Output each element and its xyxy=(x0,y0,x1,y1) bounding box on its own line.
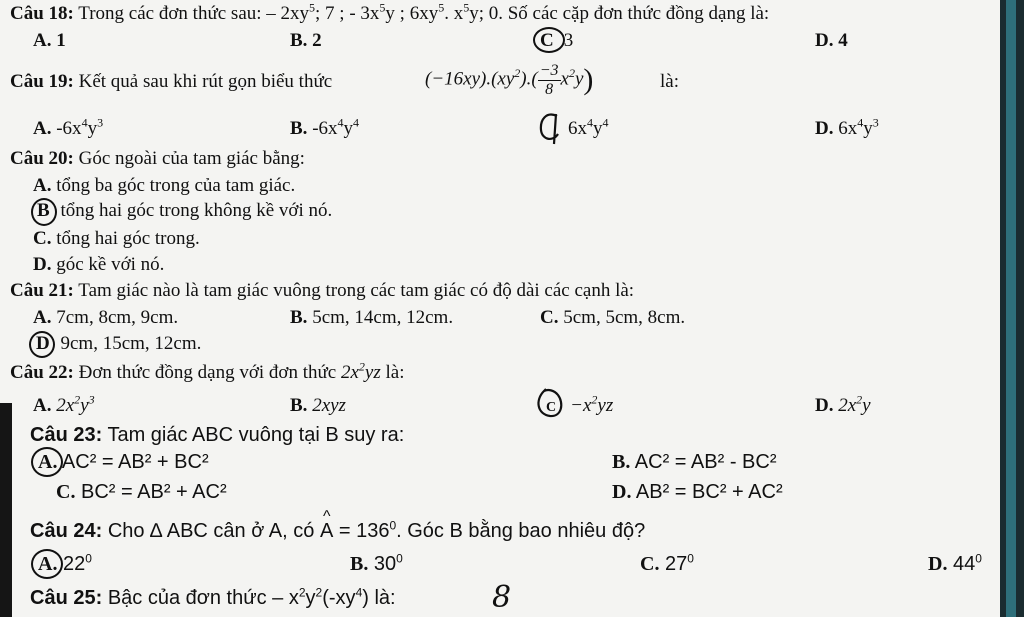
q23-d-letter: D. xyxy=(612,481,632,503)
q19-b-letter: B. xyxy=(290,118,308,139)
q21-text: Tam giác nào là tam giác vuông trong các tam giác có độ dài các cạnh là: xyxy=(78,280,635,301)
q21-c-text: 5cm, 5cm, 8cm. xyxy=(563,307,686,328)
right-scroll-bar[interactable] xyxy=(1000,0,1024,617)
q20-d-text: góc kề với nó. xyxy=(56,254,165,275)
q22-d-letter: D. xyxy=(815,395,834,416)
q25-tail: ) là: xyxy=(362,587,396,609)
q24-d-letter: D. xyxy=(928,553,948,575)
q24-a-value: 22 xyxy=(63,553,86,575)
q25-e1: 2 xyxy=(298,585,306,600)
q18-exp3: 5 xyxy=(438,0,445,15)
q24-label: Câu 24: xyxy=(30,520,103,542)
q23-c-letter: C. xyxy=(56,481,76,503)
q22-a-x: 2x xyxy=(56,395,75,416)
q23-option-b[interactable] xyxy=(612,452,777,472)
q19-expr-c: x xyxy=(560,68,569,90)
q25-text-a: Bậc của đơn thức – x xyxy=(107,587,299,609)
q19-a-y: y xyxy=(87,118,98,139)
q22-option-a[interactable] xyxy=(33,392,95,416)
q19-d-e1: 4 xyxy=(857,115,864,130)
q23-label: Câu 23: xyxy=(30,424,103,446)
q25-handwritten-answer: 8 xyxy=(492,580,512,615)
q18-text2: ; 7 ; - 3x xyxy=(315,3,380,24)
q24-b-deg: 0 xyxy=(396,551,403,566)
q19-option-a[interactable] xyxy=(33,115,104,139)
q24-b-value: 30 xyxy=(373,553,397,575)
q24-a-deg: 0 xyxy=(85,551,92,566)
q24-d-value: 44 xyxy=(953,553,976,575)
q24-text-c: . Góc B bằng bao nhiêu độ? xyxy=(396,520,646,542)
q20-option-c[interactable] xyxy=(33,229,200,248)
q25-e2: 2 xyxy=(315,585,323,600)
q20-c-letter: C. xyxy=(33,228,52,249)
q18-text3: y ; 6xy xyxy=(385,3,439,24)
q24-text-a: Cho ∆ ABC cân ở A, có xyxy=(107,520,315,542)
q19-c-e1: 4 xyxy=(587,115,593,130)
q21-d-letter: D xyxy=(36,333,50,354)
q23-a-letter: A. xyxy=(38,451,58,473)
q23-stem xyxy=(30,425,404,445)
q21-stem xyxy=(10,281,634,300)
q21-option-d[interactable] xyxy=(36,334,201,353)
q24-text-b: = 136 xyxy=(338,520,390,542)
q18-exp2: 5 xyxy=(379,0,386,15)
q18-c-value: 3 xyxy=(563,30,574,51)
q24-stem xyxy=(30,508,646,542)
q19-d-x: 6x xyxy=(838,118,858,139)
q19-option-b[interactable] xyxy=(290,115,360,139)
q22-d-t: y xyxy=(862,395,871,416)
q24-deg: 0 xyxy=(389,518,397,533)
q23-c-text: BC² = AB² + AC² xyxy=(81,481,227,503)
q20-b-letter: B xyxy=(37,200,50,221)
q23-answer-circle xyxy=(31,447,63,477)
q20-answer-circle xyxy=(31,198,57,226)
q23-option-d[interactable] xyxy=(612,482,783,502)
q19-d-letter: D. xyxy=(815,118,834,139)
q20-option-a[interactable] xyxy=(33,176,295,195)
q22-a-e2: 3 xyxy=(88,392,95,407)
q24-angle-letter: A xyxy=(319,520,334,542)
q21-b-text: 5cm, 14cm, 12cm. xyxy=(312,307,454,328)
q19-expr-b: ).( xyxy=(520,68,538,90)
q19-label: Câu 19: xyxy=(10,71,74,92)
q21-a-text: 7cm, 8cm, 9cm. xyxy=(56,307,179,328)
q18-label: Câu 18: xyxy=(10,3,74,24)
q23-d-text: AB² = BC² + AC² xyxy=(635,481,783,503)
q18-option-b[interactable]: B. 2 xyxy=(290,30,322,51)
q19-text: Kết quả sau khi rút gọn biểu thức xyxy=(78,71,333,92)
q21-a-letter: A. xyxy=(33,307,52,328)
q19-a-e1: 4 xyxy=(81,115,88,130)
q25-e3: 4 xyxy=(355,585,363,600)
q20-a-letter: A. xyxy=(33,175,52,196)
q18-option-d[interactable]: D. 4 xyxy=(815,30,848,51)
q19-frac-num: −3 xyxy=(539,62,559,79)
q22-c-x: −x xyxy=(570,395,592,416)
q19-expr-exp1: 2 xyxy=(514,66,521,81)
q24-option-b[interactable] xyxy=(350,551,403,575)
q24-c-letter: C. xyxy=(640,553,660,575)
q18-text: Trong các đơn thức sau: – 2xy xyxy=(78,3,310,24)
q20-a-text: tổng ba góc trong của tam giác. xyxy=(56,175,296,196)
q19-b-y: y xyxy=(343,118,354,139)
q18-exp4: 5 xyxy=(463,0,470,15)
q19-expr-a: (−16xy).(xy xyxy=(425,68,515,90)
q18-text5: y; 0. Số các cặp đơn thức đồng dạng là: xyxy=(469,3,770,24)
q22-b-letter: B. xyxy=(290,395,308,416)
q22-stem xyxy=(10,359,405,383)
q21-label: Câu 21: xyxy=(10,280,74,301)
q19-expression xyxy=(425,62,593,98)
q19-close-paren: ) xyxy=(583,63,594,97)
q22-c-t: yz xyxy=(597,395,614,416)
left-black-edge xyxy=(0,403,12,617)
q19-d-y: y xyxy=(863,118,873,139)
q20-d-letter: D. xyxy=(33,254,52,275)
q19-c-y: y xyxy=(593,118,603,139)
q22-expr: 2x xyxy=(340,362,359,383)
q22-c-e: 2 xyxy=(591,392,598,407)
q24-a-letter: A. xyxy=(38,553,58,575)
q19-expr-exp2: 2 xyxy=(568,66,575,81)
q19-option-c[interactable] xyxy=(568,115,609,139)
q22-text: Đơn thức đồng dạng với đơn thức xyxy=(78,362,337,383)
q22-a-letter: A. xyxy=(33,395,52,416)
q25-label: Câu 25: xyxy=(30,587,103,609)
q19-c-x: 6x xyxy=(568,118,587,139)
q19-expr-d: y xyxy=(574,68,584,90)
q18-exp1: 5 xyxy=(309,0,316,15)
q20-option-d[interactable] xyxy=(33,255,164,274)
q23-b-text: AC² = AB² - BC² xyxy=(634,451,777,473)
q19-a-letter: A. xyxy=(33,118,52,139)
q24-angle-hat: ^ xyxy=(322,508,331,525)
q24-c-deg: 0 xyxy=(687,551,694,566)
q21-answer-circle xyxy=(29,331,55,358)
q22-b-value: 2xyz xyxy=(312,395,346,416)
q19-b-x: -6x xyxy=(312,118,338,139)
q19-a-x: -6x xyxy=(56,118,82,139)
q19-b-e2: 4 xyxy=(353,115,360,130)
q21-option-c[interactable] xyxy=(540,308,685,327)
q22-option-b[interactable] xyxy=(290,396,346,415)
q23-a-text: AC² = AB² + BC² xyxy=(61,451,209,473)
q22-answer-mark xyxy=(536,388,568,420)
q20-b-text: tổng hai góc trong không kề với nó. xyxy=(60,200,333,221)
q22-option-d[interactable] xyxy=(815,392,871,416)
q19-frac-den: 8 xyxy=(545,80,554,98)
q25-stem xyxy=(30,585,396,609)
q20-stem xyxy=(10,149,305,168)
q24-c-value: 27 xyxy=(665,553,688,575)
q18-text4: . x xyxy=(444,3,464,24)
q24-answer-circle xyxy=(31,549,63,579)
q20-label: Câu 20: xyxy=(10,148,74,169)
q23-b-letter: B. xyxy=(612,451,631,473)
q25-y: y xyxy=(305,587,316,609)
q18-option-a[interactable]: A. 1 xyxy=(33,30,66,51)
q19-answer-mark xyxy=(538,112,564,146)
q20-text: Góc ngoài của tam giác bằng: xyxy=(78,148,305,169)
q22-c-letter: C xyxy=(546,400,557,415)
q24-d-deg: 0 xyxy=(975,551,982,566)
q24-angle xyxy=(319,508,334,542)
q18-c-letter: C xyxy=(540,30,554,51)
q24-option-c[interactable] xyxy=(640,551,694,575)
q25-mid: (-xy xyxy=(322,587,356,609)
q24-option-d[interactable] xyxy=(928,551,982,575)
q19-option-d[interactable] xyxy=(815,115,879,139)
q23-option-a[interactable] xyxy=(38,452,209,472)
q21-option-a[interactable] xyxy=(33,308,178,327)
q19-c-e2: 4 xyxy=(602,115,609,130)
q22-a-e1: 2 xyxy=(74,392,81,407)
q18-stem xyxy=(10,0,770,24)
q19-d-e2: 3 xyxy=(872,115,879,130)
q19-stem xyxy=(10,72,332,91)
q23-text: Tam giác ABC vuông tại B suy ra: xyxy=(107,424,405,446)
q22-d-e: 2 xyxy=(856,392,863,407)
q19-a-e2: 3 xyxy=(97,115,104,130)
q22-tail: là: xyxy=(385,362,405,383)
q20-option-b[interactable] xyxy=(37,201,332,220)
q19-fraction xyxy=(538,62,561,98)
q19-tail: là: xyxy=(660,71,679,92)
q22-expr-exp: 2 xyxy=(358,359,365,374)
q18-answer-circle xyxy=(533,27,565,53)
q22-expr-tail: yz xyxy=(364,362,381,383)
q23-option-c[interactable] xyxy=(56,482,227,502)
q22-label: Câu 22: xyxy=(10,362,74,383)
q24-b-letter: B. xyxy=(350,553,369,575)
q22-a-y: y xyxy=(80,395,89,416)
scroll-stripe xyxy=(1006,0,1016,617)
q21-c-letter: C. xyxy=(540,307,559,328)
q21-b-letter: B. xyxy=(290,307,308,328)
q21-option-b[interactable] xyxy=(290,308,453,327)
q22-d-x: 2x xyxy=(838,395,857,416)
q19-b-e1: 4 xyxy=(337,115,344,130)
q20-c-text: tổng hai góc trong. xyxy=(56,228,200,249)
q21-d-text: 9cm, 15cm, 12cm. xyxy=(60,333,202,354)
